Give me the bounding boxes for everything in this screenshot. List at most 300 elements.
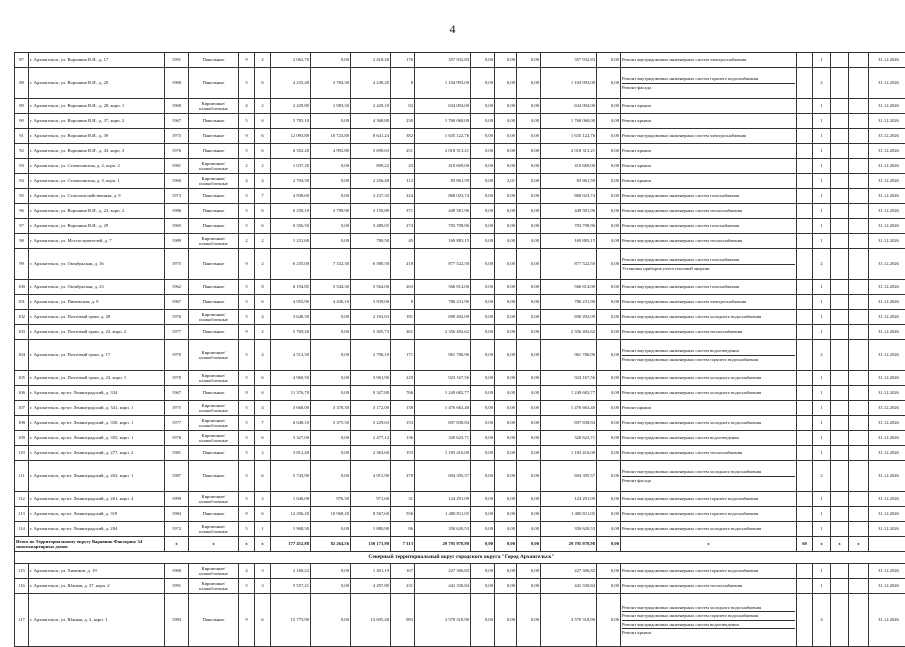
extra-cell: 0,00 (597, 461, 621, 492)
year-cell: 1977 (165, 416, 189, 431)
total-area-cell: 4 235,40 (271, 68, 311, 99)
owners-cell: 0,00 (517, 371, 541, 386)
work-item: Ремонт внутридомовых инженерных систем холодного водоснабжения (622, 374, 795, 381)
entrances-cell: 4 (255, 174, 271, 189)
address-cell: г. Архангельск, ул. Мостостроителей, д. 7 (29, 234, 165, 249)
residents-cell: 382 (391, 129, 415, 144)
works-count-cell: 1 (813, 129, 831, 144)
owners-cell: 0,00 (517, 564, 541, 579)
budget-cell: 0,00 (495, 325, 517, 340)
floors-cell: 5 (239, 295, 255, 310)
floors-cell: 5 (239, 280, 255, 295)
address-cell: г. Архангельск, ул. Воронина В.И., д. 20 (29, 68, 165, 99)
residential-area-cell: 0,00 (311, 189, 351, 204)
budget-cell: 0,00 (495, 280, 517, 295)
address-cell: г. Архангельск, ул. Октябрьская, д. 16 (29, 249, 165, 280)
extra-cell: 0,00 (597, 371, 621, 386)
residential-area-cell: 3 799,90 (311, 204, 351, 219)
floors-cell: 5 (239, 219, 255, 234)
owners-cell: 0,00 (517, 249, 541, 280)
living-area-cell: 3 237,35 (351, 189, 391, 204)
total-area-cell: 4 955,90 (271, 295, 311, 310)
deadline-cell: 31.12.2026 (869, 219, 905, 234)
entrances-cell: 2 (255, 234, 271, 249)
works-cell (621, 249, 797, 280)
living-area-cell: 809,22 (351, 159, 391, 174)
works-count-cell: 1 (813, 144, 831, 159)
living-area-cell: 5 305,73 (351, 325, 391, 340)
floors-cell: 2 (239, 234, 255, 249)
living-area-cell: 1 401,19 (351, 564, 391, 579)
year-cell: 1986 (165, 204, 189, 219)
entrances-cell: 2 (255, 249, 271, 280)
budget-cell: 0,00 (495, 507, 517, 522)
deadline-cell: 31.12.2026 (869, 461, 905, 492)
entrances-cell: 6 (255, 68, 271, 99)
owners-cell: 0,00 (517, 446, 541, 461)
cost-cell: 697 838,84 (415, 416, 471, 431)
living-area-cell: 2 429,10 (351, 99, 391, 114)
owners-cell: 0,00 (517, 53, 541, 68)
residents-cell: 261 (391, 325, 415, 340)
residential-area-cell: 976,50 (311, 492, 351, 507)
table-row (15, 310, 905, 325)
works-count-cell: 1 (813, 159, 831, 174)
total-area-cell: 1 046,08 (271, 492, 311, 507)
row-number: 108 (15, 416, 29, 431)
living-area-cell: 4 297,80 (351, 579, 391, 594)
row-number: 93 (15, 159, 29, 174)
extra-cell: 0,00 (597, 204, 621, 219)
year-cell: 1977 (165, 325, 189, 340)
total-resid: 82 264,56 (311, 537, 351, 552)
total-x: x (189, 537, 239, 552)
address-cell: г. Архангельск, ул. Пинежская, д. 9 (29, 295, 165, 310)
table-row (15, 53, 905, 68)
cost-cell: 634 094,00 (415, 99, 471, 114)
works-count-cell: 1 (813, 53, 831, 68)
residents-cell: 231 (391, 579, 415, 594)
wall-material-cell: Панельные (189, 594, 239, 647)
fund-cell: 0,00 (471, 386, 495, 401)
residents-cell: 193 (391, 446, 415, 461)
total-area-cell: 6 352,20 (271, 144, 311, 159)
section-header-row (15, 552, 905, 564)
living-area-cell: 5 229,63 (351, 416, 391, 431)
address-cell: г. Архангельск, ул. Почтовый тракт, д. 28 (29, 310, 165, 325)
budget-cell: 0,00 (495, 234, 517, 249)
cost-cell: 923 167,56 (415, 371, 471, 386)
total-x: x (165, 537, 189, 552)
residential-area-cell: 7 332,30 (311, 249, 351, 280)
owners-cell: 0,00 (517, 594, 541, 647)
extra-cell: 0,00 (597, 564, 621, 579)
entrances-cell: 2 (255, 325, 271, 340)
total-area-cell: 5 769,20 (271, 325, 311, 340)
living-area-cell: 8 641,24 (351, 129, 391, 144)
floors-cell: 5 (239, 204, 255, 219)
entrances-cell: 6 (255, 204, 271, 219)
floors-cell: 9 (239, 53, 255, 68)
address-cell: г. Архангельск, ул. Сельскохозяйственная, д. 9 (29, 189, 165, 204)
deadline-cell: 31.12.2026 (869, 68, 905, 99)
works-cell (621, 386, 797, 401)
fund-cell: 0,00 (471, 280, 495, 295)
cost-cell: 868 023,74 (415, 189, 471, 204)
address-cell: г. Архангельск, ул. Октябрьская, д. 23 (29, 280, 165, 295)
deadline-cell: 31.12.2026 (869, 564, 905, 579)
entrances-cell: 2 (255, 446, 271, 461)
year-cell: 1968 (165, 68, 189, 99)
year-cell: 1967 (165, 114, 189, 129)
sum-cell: 83 861,59 (541, 174, 597, 189)
fund-cell: 0,00 (471, 431, 495, 446)
works-count-cell: 1 (813, 295, 831, 310)
sum-cell: 634 094,00 (541, 99, 597, 114)
work-item: Ремонт внутридомовых инженерных систем холодного водоснабжения (622, 525, 795, 532)
row-number: 99 (15, 249, 29, 280)
deadline-cell: 31.12.2026 (869, 234, 905, 249)
total-x: x (831, 537, 849, 552)
year-cell: 1981 (165, 159, 189, 174)
residents-cell: 766 (391, 386, 415, 401)
fund-cell: 0,00 (471, 371, 495, 386)
living-area-cell: 9 327,80 (351, 386, 391, 401)
total-area-cell: 4 512,50 (271, 340, 311, 371)
residents-cell: 218 (391, 249, 415, 280)
floors-cell: 5 (239, 579, 255, 594)
table-row (15, 99, 905, 114)
total-area-cell: 3 812,40 (271, 446, 311, 461)
works-cell (621, 522, 797, 537)
work-item: Ремонт внутридомовых инженерных систем холодного водоснабжения (622, 313, 795, 320)
row-number: 105 (15, 371, 29, 386)
residents-cell: 112 (391, 174, 415, 189)
total-cost: 29 795 978,98 (415, 537, 471, 552)
work-item: Ремонт внутридомовых инженерных систем холодного водоснабжения (622, 389, 795, 396)
residential-area-cell: 4 992,80 (311, 144, 351, 159)
wall-material-cell: Кирпичные/шлакоблочные (189, 579, 239, 594)
wall-material-cell: Панельные (189, 325, 239, 340)
capital-repair-table (14, 52, 888, 647)
wall-material-cell: Кирпичные/шлакоблочные (189, 431, 239, 446)
living-area-cell: 2 363,60 (351, 446, 391, 461)
work-item: Ремонт фасада (622, 84, 795, 91)
living-area-cell: 4 249,20 (351, 68, 391, 99)
extra-cell: 0,00 (597, 144, 621, 159)
fund-cell: 0,00 (471, 99, 495, 114)
north-district-rows (15, 564, 905, 647)
total-people: 7 313 (391, 537, 415, 552)
floors-cell: 5 (239, 416, 255, 431)
wall-material-cell: Панельные (189, 507, 239, 522)
address-cell: г. Архангельск, пр-кт. Ленинградский, д. 263, корп. 1 (29, 461, 165, 492)
year-cell: 1984 (165, 507, 189, 522)
works-cell (621, 280, 797, 295)
row-number: 96 (15, 204, 29, 219)
entrances-cell: 3 (255, 579, 271, 594)
residents-cell: 176 (391, 53, 415, 68)
works-count-cell: 1 (813, 174, 831, 189)
total-area-cell: 3 648,50 (271, 310, 311, 325)
table-row (15, 579, 905, 594)
living-area-cell: 2 477,12 (351, 431, 391, 446)
sum-cell: 227 306,82 (541, 564, 597, 579)
residents-cell: 229 (391, 371, 415, 386)
works-cell (621, 579, 797, 594)
total-area-cell: 1 968,30 (271, 522, 311, 537)
works-cell (621, 564, 797, 579)
total-area-cell: 6 250,10 (271, 204, 311, 219)
works-cell (621, 234, 797, 249)
residents-cell: 167 (391, 564, 415, 579)
row-number: 88 (15, 68, 29, 99)
wall-material-cell: Панельные (189, 189, 239, 204)
residential-area-cell: 0,00 (311, 114, 351, 129)
sum-cell: 449 581,96 (541, 204, 597, 219)
table-row (15, 204, 905, 219)
works-count-cell: 4 (813, 594, 831, 647)
deadline-cell: 31.12.2026 (869, 174, 905, 189)
extra-cell: 0,00 (597, 431, 621, 446)
cost-cell: 1 249 682,77 (415, 386, 471, 401)
total-area-cell: 5 557,21 (271, 579, 311, 594)
work-item: Ремонт внутридомовых инженерных систем газоснабжения (622, 192, 795, 199)
wall-material-cell: Кирпичные/шлакоблочные (189, 174, 239, 189)
entrances-cell: 6 (255, 386, 271, 401)
floors-cell: 4 (239, 564, 255, 579)
residents-cell: 556 (391, 507, 415, 522)
fund-cell: 0,00 (471, 234, 495, 249)
wall-material-cell: Панельные (189, 295, 239, 310)
floors-cell: 2 (239, 159, 255, 174)
total-zero: 0,00 (495, 537, 517, 552)
total-area-cell: 15 775,90 (271, 594, 311, 647)
table-row (15, 114, 905, 129)
sum-cell: 923 167,56 (541, 371, 597, 386)
table-row (15, 431, 905, 446)
row-number: 117 (15, 594, 29, 647)
deadline-cell: 31.12.2026 (869, 416, 905, 431)
table-row (15, 68, 905, 99)
work-item: Ремонт внутридомовых инженерных систем горячего водоснабжения (622, 612, 795, 620)
budget-cell: 0,00 (495, 461, 517, 492)
living-area-cell: 1 880,90 (351, 522, 391, 537)
deadline-cell: 31.12.2026 (869, 189, 905, 204)
living-area-cell: 5 564,00 (351, 280, 391, 295)
sum-cell: 690 492,09 (541, 310, 597, 325)
table-row (15, 159, 905, 174)
entrances-cell: 7 (255, 416, 271, 431)
residents-cell: 43 (391, 159, 415, 174)
budget-cell: 0,00 (495, 114, 517, 129)
deadline-cell: 31.12.2026 (869, 446, 905, 461)
works-cell (621, 159, 797, 174)
table-row (15, 507, 905, 522)
fund-cell: 0,00 (471, 507, 495, 522)
work-item: Ремонт внутридомовых инженерных систем газоснабжения (622, 222, 795, 229)
work-item: Ремонт крыши (622, 404, 795, 411)
wall-material-cell: Кирпичные/шлакоблочные (189, 522, 239, 537)
total-area-cell: 4 960,50 (271, 371, 311, 386)
year-cell: 1987 (165, 461, 189, 492)
row-number: 110 (15, 446, 29, 461)
row-number: 111 (15, 461, 29, 492)
address-cell: г. Архангельск, пр-кт. Ленинградский, д. 277, корп. 2 (29, 446, 165, 461)
year-cell: 1960 (165, 174, 189, 189)
row-number: 94 (15, 174, 29, 189)
work-item: Ремонт крыши (622, 162, 795, 169)
year-cell: 1973 (165, 129, 189, 144)
residential-area-cell: 0,00 (311, 431, 351, 446)
sum-cell: 169 883,15 (541, 234, 597, 249)
total-area-cell: 2 229,80 (271, 99, 311, 114)
work-item: Ремонт крыши (622, 102, 795, 109)
work-item: Ремонт внутридомовых инженерных систем холодного водоснабжения (622, 468, 795, 476)
owners-cell: 0,00 (517, 325, 541, 340)
work-item: Ремонт крыши (622, 147, 795, 154)
extra-cell: 0,00 (597, 295, 621, 310)
extra-cell: 0,00 (597, 114, 621, 129)
cost-cell: 1 760 060,00 (415, 114, 471, 129)
owners-cell: 0,00 (517, 280, 541, 295)
extra-cell: 0,00 (597, 68, 621, 99)
budget-cell: 0,00 (495, 68, 517, 99)
owners-cell: 0,00 (517, 99, 541, 114)
cost-cell: 3 570 318,90 (415, 594, 471, 647)
sum-cell: 697 838,84 (541, 416, 597, 431)
residential-area-cell: 10 723,80 (311, 129, 351, 144)
works-count-cell: 1 (813, 189, 831, 204)
cost-cell: 227 306,82 (415, 564, 471, 579)
residents-cell: 371 (391, 204, 415, 219)
address-cell: г. Архангельск, ул. Воронина В.И., д. 29 (29, 219, 165, 234)
work-item: Ремонт внутридомовых инженерных систем электроснабжения (622, 132, 795, 139)
living-area-cell: 6 580,50 (351, 249, 391, 280)
living-area-cell: 2 796,10 (351, 340, 391, 371)
works-cell (621, 219, 797, 234)
fund-cell: 0,00 (471, 579, 495, 594)
budget-cell: 0,00 (495, 144, 517, 159)
fund-cell: 0,00 (471, 295, 495, 310)
living-area-cell: 5 690,63 (351, 144, 391, 159)
owners-cell: 0,00 (517, 204, 541, 219)
extra-cell: 0,00 (597, 446, 621, 461)
works-cell (621, 129, 797, 144)
wall-material-cell: Панельные (189, 53, 239, 68)
residents-cell: 45 (391, 234, 415, 249)
sum-cell: 3 570 318,90 (541, 594, 597, 647)
floors-cell: 9 (239, 386, 255, 401)
row-number: 109 (15, 431, 29, 446)
cost-cell: 2 356 492,62 (415, 325, 471, 340)
works-cell (621, 325, 797, 340)
residential-area-cell: 0,00 (311, 594, 351, 647)
sum-cell: 786 231,90 (541, 295, 597, 310)
total-sum: 29 795 978,98 (541, 537, 597, 552)
wall-material-cell: Кирпичные/шлакоблочные (189, 159, 239, 174)
address-cell: г. Архангельск, ул. Химиков, д. 19 (29, 564, 165, 579)
year-cell: 1973 (165, 189, 189, 204)
table-row (15, 129, 905, 144)
extra-cell: 0,00 (597, 522, 621, 537)
residents-cell: 251 (391, 144, 415, 159)
works-count-cell: 1 (813, 310, 831, 325)
extra-cell: 0,00 (597, 340, 621, 371)
cost-cell: 2 018 313,21 (415, 144, 471, 159)
table-row (15, 340, 905, 371)
deadline-cell: 31.12.2026 (869, 492, 905, 507)
works-cell (621, 99, 797, 114)
cost-cell: 350 620,53 (415, 522, 471, 537)
works-cell (621, 68, 797, 99)
floors-cell: 5 (239, 522, 255, 537)
works-cell (621, 431, 797, 446)
budget-cell: 0,00 (495, 249, 517, 280)
entrances-cell: 3 (255, 564, 271, 579)
sum-cell: 357 932,83 (541, 53, 597, 68)
cost-cell: 566 814,00 (415, 280, 471, 295)
deadline-cell: 31.12.2026 (869, 579, 905, 594)
work-item: Ремонт внутридомовых инженерных систем водоотведения (622, 434, 795, 441)
works-count-cell: 1 (813, 114, 831, 129)
fund-cell: 0,00 (471, 53, 495, 68)
total-area-cell: 3 327,00 (271, 431, 311, 446)
budget-cell: 0,00 (495, 219, 517, 234)
floors-cell: 5 (239, 144, 255, 159)
residential-area-cell: 0,00 (311, 371, 351, 386)
year-cell: 1970 (165, 340, 189, 371)
floors-cell: 5 (239, 68, 255, 99)
living-area-cell: 3 150,80 (351, 204, 391, 219)
address-cell: г. Архангельск, пр-кт. Ленинградский, д. 350, корп. 1 (29, 416, 165, 431)
living-area-cell: 3 961,90 (351, 371, 391, 386)
budget-cell: 0,00 (495, 295, 517, 310)
living-area-cell: 3 172,00 (351, 401, 391, 416)
owners-cell: 0,00 (517, 401, 541, 416)
owners-cell: 0,00 (517, 579, 541, 594)
works-count-cell: 1 (813, 219, 831, 234)
entrances-cell: 2 (255, 159, 271, 174)
cost-cell: 1 480 811,05 (415, 507, 471, 522)
residential-area-cell: 0,00 (311, 564, 351, 579)
deadline-cell: 31.12.2026 (869, 144, 905, 159)
year-cell: 1991 (165, 579, 189, 594)
entrances-cell: 6 (255, 371, 271, 386)
deadline-cell: 31.12.2026 (869, 522, 905, 537)
works-count-cell: 1 (813, 579, 831, 594)
budget-cell: 0,00 (495, 129, 517, 144)
residents-cell: 224 (391, 189, 415, 204)
owners-cell: 0,00 (517, 310, 541, 325)
year-cell: 1962 (165, 280, 189, 295)
sum-cell: 350 620,53 (541, 522, 597, 537)
extra-cell: 0,00 (597, 594, 621, 647)
floors-cell: 5 (239, 340, 255, 371)
living-area-cell: 13 695,40 (351, 594, 391, 647)
deadline-cell: 31.12.2026 (869, 114, 905, 129)
total-x: x (621, 537, 797, 552)
owners-cell: 0,00 (517, 219, 541, 234)
work-item: Ремонт внутридомовых инженерных систем водоотведения (622, 347, 795, 355)
year-cell: 1976 (165, 310, 189, 325)
address-cell: г. Архангельск, ул. Южная, д. 2, корп. 1 (29, 594, 165, 647)
wall-material-cell: Кирпичные/шлакоблочные (189, 401, 239, 416)
wall-material-cell: Панельные (189, 219, 239, 234)
residents-cell: 138 (391, 401, 415, 416)
works-cell (621, 144, 797, 159)
total-area-cell: 1 231,60 (271, 234, 311, 249)
